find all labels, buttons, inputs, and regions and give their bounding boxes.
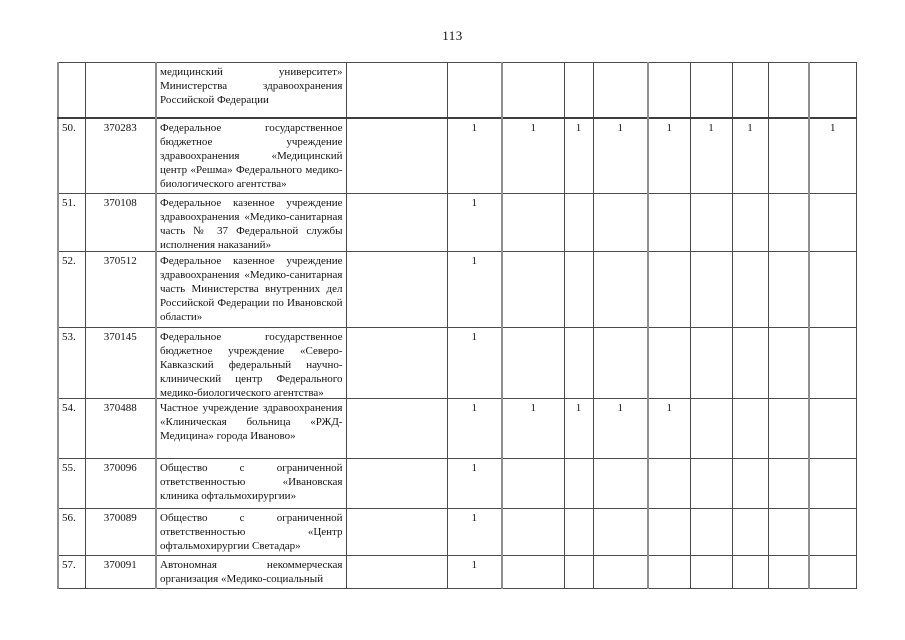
org-name-cell — [156, 194, 346, 252]
value-cell — [732, 252, 768, 328]
value-cell — [593, 459, 648, 509]
value-cell — [732, 556, 768, 589]
org-code-cell: 370145 — [85, 328, 156, 399]
table-row — [58, 509, 856, 556]
org-code-cell: 370091 — [85, 556, 156, 589]
spacer-cell — [346, 509, 447, 556]
value-cell: 1 — [648, 399, 690, 459]
org-name-cell — [156, 556, 346, 589]
org-name-text: Частное учреждение здравоохранения «Клиническая больница «РЖД-Медицина» города Иваново» — [160, 402, 343, 442]
value-cell — [690, 328, 732, 399]
value-cell — [768, 194, 809, 252]
table-row — [58, 118, 856, 194]
spacer-cell — [346, 118, 447, 194]
value-cell — [564, 328, 593, 399]
value-cell — [768, 399, 809, 459]
value-cell — [648, 509, 690, 556]
org-name-cell — [156, 252, 346, 328]
value-cell — [593, 252, 648, 328]
value-cell — [648, 63, 690, 118]
value-cell — [768, 118, 809, 194]
value-cell: 1 — [447, 399, 502, 459]
value-cell — [809, 252, 856, 328]
org-name-text: Автономная некоммерческая организация «Медико-социальный — [160, 559, 343, 585]
value-cell — [502, 252, 564, 328]
value-cell — [809, 509, 856, 556]
value-cell: 1 — [447, 459, 502, 509]
value-cell — [690, 459, 732, 509]
value-cell: 1 — [593, 118, 648, 194]
value-cell — [564, 194, 593, 252]
value-cell: 1 — [690, 118, 732, 194]
org-name-cell — [156, 328, 346, 399]
value-cell — [768, 252, 809, 328]
row-number-cell: 54. — [58, 399, 85, 459]
value-cell: 1 — [447, 509, 502, 556]
registry-table-body — [58, 63, 856, 589]
org-code-cell: 370512 — [85, 252, 156, 328]
value-cell — [732, 399, 768, 459]
row-number-cell: 51. — [58, 194, 85, 252]
spacer-cell — [346, 459, 447, 509]
value-cell: 1 — [564, 399, 593, 459]
value-cell — [593, 194, 648, 252]
row-number-cell: 55. — [58, 459, 85, 509]
value-cell — [648, 194, 690, 252]
value-cell — [447, 63, 502, 118]
value-cell — [593, 63, 648, 118]
table-row — [58, 399, 856, 459]
value-cell: 1 — [447, 556, 502, 589]
org-name-cell — [156, 509, 346, 556]
value-cell — [768, 459, 809, 509]
org-name-cell — [156, 63, 346, 118]
value-cell — [648, 252, 690, 328]
value-cell — [768, 63, 809, 118]
org-code-cell: 370089 — [85, 509, 156, 556]
value-cell: 1 — [447, 328, 502, 399]
value-cell — [564, 252, 593, 328]
row-number-cell: 56. — [58, 509, 85, 556]
table-row — [58, 556, 856, 589]
value-cell — [690, 194, 732, 252]
value-cell — [502, 328, 564, 399]
org-name-text: Федеральное государственное бюджетное учреждение здравоохранения «Медицинский центр «Решма» Федерального медико-биологического агентства» — [160, 121, 343, 190]
org-code-cell: 370108 — [85, 194, 156, 252]
value-cell — [768, 328, 809, 399]
row-number-cell: 52. — [58, 252, 85, 328]
spacer-cell — [346, 556, 447, 589]
org-code-cell: 370283 — [85, 118, 156, 194]
org-name-cell — [156, 399, 346, 459]
spacer-cell — [346, 328, 447, 399]
row-number-cell: 53. — [58, 328, 85, 399]
row-number-cell: 57. — [58, 556, 85, 589]
value-cell: 1 — [447, 118, 502, 194]
org-name-text: Федеральное казенное учреждение здравоохранения «Медико-санитарная часть № 37 Федеральной службы исполнения наказаний» — [160, 197, 343, 250]
value-cell: 1 — [732, 118, 768, 194]
value-cell — [768, 509, 809, 556]
org-name-cell — [156, 118, 346, 194]
value-cell — [593, 556, 648, 589]
spacer-cell — [346, 63, 447, 118]
org-name-text: Общество с ограниченной ответственностью «Центр офтальмохирургии Светадар» — [160, 512, 343, 552]
table-row — [58, 63, 856, 118]
value-cell — [809, 459, 856, 509]
value-cell — [809, 194, 856, 252]
value-cell — [502, 63, 564, 118]
org-code-cell: 370488 — [85, 399, 156, 459]
value-cell — [809, 556, 856, 589]
value-cell — [732, 459, 768, 509]
value-cell — [564, 509, 593, 556]
value-cell — [502, 194, 564, 252]
value-cell — [690, 509, 732, 556]
table-row — [58, 328, 856, 399]
row-number-cell — [58, 63, 85, 118]
value-cell — [593, 509, 648, 556]
table-row — [58, 194, 856, 252]
value-cell — [732, 328, 768, 399]
org-code-cell: 370096 — [85, 459, 156, 509]
spacer-cell — [346, 194, 447, 252]
value-cell — [502, 459, 564, 509]
value-cell: 1 — [502, 399, 564, 459]
value-cell — [502, 556, 564, 589]
org-name-text: Федеральное государственное бюджетное учреждение «Северо-Кавказский федеральный научно-клинический центр Федерального медико-биологического агентства» — [160, 331, 343, 397]
value-cell: 1 — [502, 118, 564, 194]
value-cell — [809, 328, 856, 399]
spacer-cell — [346, 252, 447, 328]
page-number: 113 — [442, 28, 463, 43]
value-cell: 1 — [447, 252, 502, 328]
value-cell: 1 — [593, 399, 648, 459]
value-cell — [768, 556, 809, 589]
value-cell — [809, 63, 856, 118]
value-cell — [648, 328, 690, 399]
value-cell: 1 — [809, 118, 856, 194]
value-cell — [690, 556, 732, 589]
org-name-text: Федеральное казенное учреждение здравоохранения «Медико-санитарная часть Министерства внутренних дел Российской Федерации по Ивановской области» — [160, 255, 343, 323]
org-name-text: медицинский университет» Министерства здравоохранения Российской Федерации — [160, 66, 343, 106]
value-cell — [690, 399, 732, 459]
value-cell: 1 — [564, 118, 593, 194]
value-cell — [502, 509, 564, 556]
org-name-text: Общество с ограниченной ответственностью «Ивановская клиника офтальмохирургии» — [160, 462, 343, 502]
value-cell — [648, 459, 690, 509]
table-row — [58, 459, 856, 509]
value-cell: 1 — [447, 194, 502, 252]
row-number-cell: 50. — [58, 118, 85, 194]
value-cell — [593, 328, 648, 399]
value-cell — [648, 556, 690, 589]
value-cell — [809, 399, 856, 459]
registry-table — [57, 62, 857, 589]
value-cell — [732, 63, 768, 118]
org-code-cell — [85, 63, 156, 118]
value-cell — [564, 459, 593, 509]
value-cell — [732, 194, 768, 252]
value-cell — [690, 252, 732, 328]
value-cell — [564, 556, 593, 589]
value-cell — [564, 63, 593, 118]
org-name-cell — [156, 459, 346, 509]
value-cell — [690, 63, 732, 118]
table-row — [58, 252, 856, 328]
spacer-cell — [346, 399, 447, 459]
value-cell — [732, 509, 768, 556]
value-cell: 1 — [648, 118, 690, 194]
